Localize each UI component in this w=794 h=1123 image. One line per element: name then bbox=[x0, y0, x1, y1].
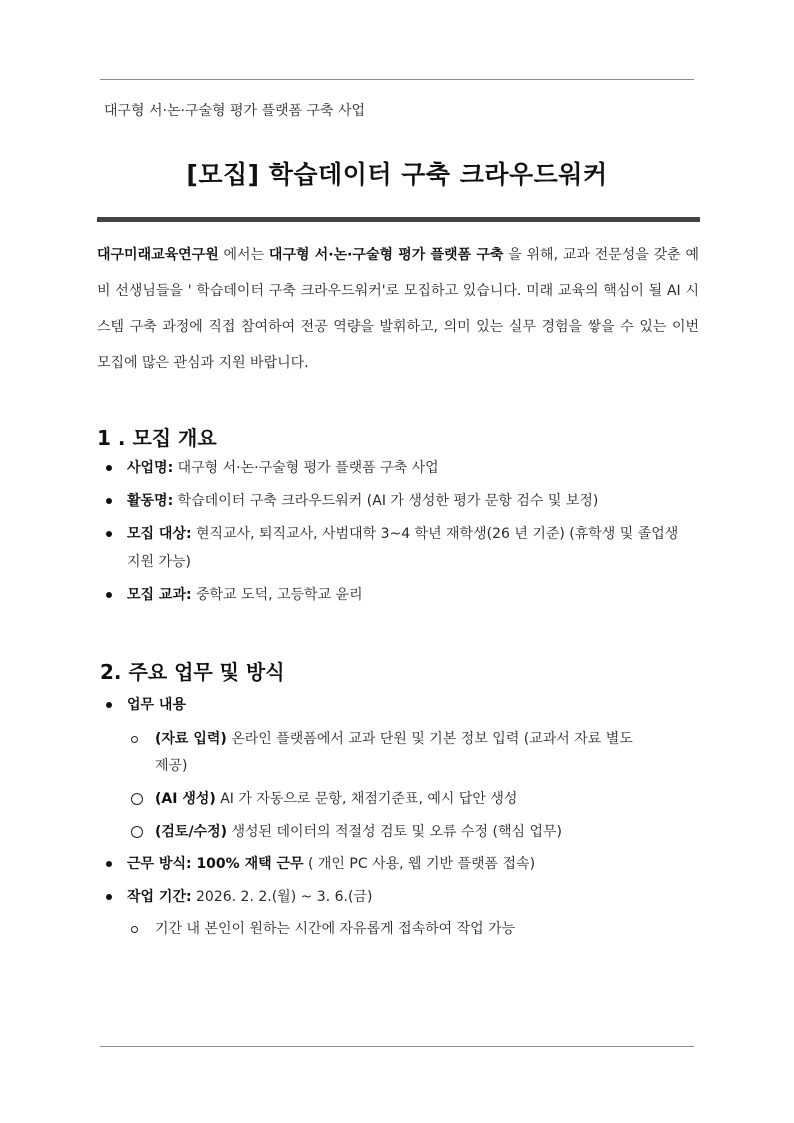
overview-item-target-cont: 지원 가능) bbox=[127, 554, 192, 570]
intro-part1: 에서는 bbox=[218, 247, 269, 263]
bullet-icon bbox=[106, 592, 112, 598]
document-title: [모집] 학습데이터 구축 크라우드워커 bbox=[186, 160, 608, 189]
item-text: 대구형 서·논·구술형 평가 플랫폼 구축 사업 bbox=[173, 460, 439, 476]
section-1-heading: 1 . 모집 개요 bbox=[97, 426, 217, 450]
duty-item-input bbox=[155, 727, 633, 751]
bullet-icon bbox=[106, 861, 112, 867]
item-text: 현직교사, 퇴직교사, 사범대학 3~4 학년 재학생(26 년 기준) (휴학생 및 졸업생 bbox=[191, 526, 679, 542]
project-name: 대구형 서·논·구술형 평가 플랫폼 구축 사업 bbox=[104, 103, 366, 119]
item-label: 업무 내용 bbox=[127, 697, 186, 713]
footer-rule bbox=[100, 1046, 694, 1047]
overview-item-subject bbox=[127, 583, 363, 607]
bullet-icon bbox=[106, 702, 112, 708]
work-period-item bbox=[127, 885, 372, 909]
item-label: (검토/수정) bbox=[155, 824, 228, 840]
item-text: 온라인 플랫폼에서 교과 단원 및 기본 정보 입력 (교과서 자료 별도 bbox=[226, 731, 633, 747]
item-text: ( 개인 PC 사용, 웹 기반 플랫폼 접속) bbox=[303, 856, 536, 872]
duty-item-ai bbox=[155, 787, 517, 811]
duty-item-input-cont: 제공) bbox=[155, 758, 188, 774]
intro-project: 대구형 서·논·구술형 평가 플랫폼 구축 bbox=[268, 247, 504, 263]
duty-item-review bbox=[155, 820, 562, 844]
item-text: 학습데이터 구축 크라우드워커 (AI 가 생성한 평가 문항 검수 및 보정) bbox=[173, 493, 599, 509]
item-label: 근무 방식: 100% 재택 근무 bbox=[127, 856, 304, 872]
title-rule bbox=[97, 217, 700, 222]
item-label: 활동명: bbox=[127, 493, 174, 509]
overview-item-activity bbox=[127, 489, 598, 513]
section-2-heading: 2. 주요 업무 및 방식 bbox=[100, 660, 285, 684]
item-label: (자료 입력) bbox=[155, 731, 227, 747]
bullet-icon bbox=[106, 465, 112, 471]
bullet-icon bbox=[106, 498, 112, 504]
item-text: AI 가 자동으로 문항, 채점기준표, 예시 답안 생성 bbox=[215, 791, 518, 807]
work-method-item bbox=[127, 852, 535, 876]
sub-bullet-icon bbox=[131, 826, 143, 838]
item-label: 모집 대상: bbox=[127, 526, 192, 542]
sub-bullet-icon bbox=[131, 926, 138, 933]
overview-item-project bbox=[127, 456, 439, 480]
overview-item-target bbox=[127, 522, 678, 546]
item-label: 사업명: bbox=[127, 460, 174, 476]
header-rule bbox=[100, 79, 694, 80]
sub-bullet-icon bbox=[131, 736, 138, 743]
item-text: 2026. 2. 2.(월) ~ 3. 6.(금) bbox=[191, 889, 373, 905]
bullet-icon bbox=[106, 531, 112, 537]
item-label: 모집 교과: bbox=[127, 587, 192, 603]
intro-paragraph bbox=[97, 237, 699, 381]
duties-label bbox=[127, 693, 186, 717]
item-label: (AI 생성) bbox=[155, 791, 216, 807]
item-text: 중학교 도덕, 고등학교 윤리 bbox=[191, 587, 363, 603]
work-period-note: 기간 내 본인이 원하는 시간에 자유롭게 접속하여 작업 가능 bbox=[155, 921, 516, 937]
item-text: 생성된 데이터의 적절성 검토 및 오류 수정 (핵심 업무) bbox=[227, 824, 562, 840]
sub-bullet-icon bbox=[131, 793, 143, 805]
bullet-icon bbox=[106, 894, 112, 900]
intro-part2: 을 위해, 교과 전문성을 갖춘 예비 선생님들을 ' 학습데이터 구축 크라우드워커'로 모집하고 있습니다. 미래 교육의 핵심이 될 AI 시스템 구축 과정에 직접 참여하여 전공 역량을 발휘하고, 의미 있는 실무 경험을 쌓을 수 있는 이번 모집에 많은 관심과 지원 바랍니다. bbox=[97, 247, 699, 371]
intro-org: 대구미래교육연구원 bbox=[97, 247, 219, 263]
item-label: 작업 기간: bbox=[127, 889, 192, 905]
